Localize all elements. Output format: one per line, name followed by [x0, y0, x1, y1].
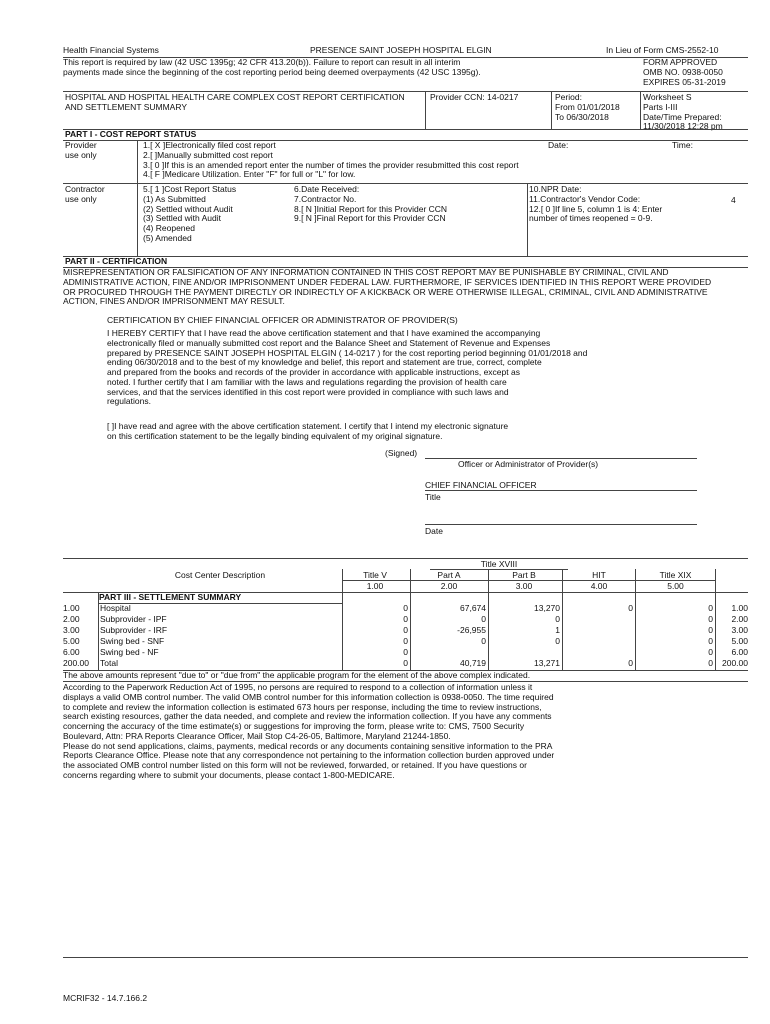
cell-part-a: 67,674 — [460, 603, 486, 613]
cell-title-v: 0 — [403, 614, 408, 624]
paperwork-reduction-notice: According to the Paperwork Reduction Act of 1995, no persons are required to respond to a collection of information unless it displays a valid OMB control number. The valid OMB control number for this information collection is 0938-0050. The time required to complete and review the information collection is estimated 673 hours per response, including the time to review instructions, search existing resources, gather the data needed, and complete and review the information collection. If you have any comments concerning the accuracy of the time estimate(s) or suggestions for improving the form, please write to: CMS, 7500 Security Boulevard, Attn: PRA Reports Clearance Officer, Mail Stop C4-26-05, Baltimore, Maryland 21244-1850. Please do not send applications, claims, payments, medical records or any documents containing sensitive information to the PRA Reports Clearance Office. Please note that any correspondence not pertaining to the information collection burden approved under the associated OMB control number listed on this form will not be reviewed, forwarded, or retained. If you have questions or concerns regarding where to submit your documents, please contact 1-800-MEDICARE. — [63, 682, 555, 780]
cell-part-a: 0 — [481, 614, 486, 624]
table-top-border — [63, 558, 748, 559]
cell-part-b: 13,270 — [534, 603, 560, 613]
line-number-right: 3.00 — [731, 625, 748, 635]
divider — [137, 183, 138, 256]
intro-text: This report is required by law (42 USC 1395g; 42 CFR 413.20(b)). Failure to report can result in all interim payments made since the beginning of the cost reporting period being deemed overpayments (42 USC 1395g). — [63, 57, 481, 77]
part1-heading: PART I - COST REPORT STATUS — [65, 129, 197, 139]
line-number-right: 200.00 — [722, 658, 748, 668]
cell-hit: 0 — [628, 658, 633, 668]
divider — [137, 140, 138, 183]
form-number: In Lieu of Form CMS-2552-10 — [606, 45, 719, 55]
provider-use-only-label: Provider use only — [65, 140, 97, 160]
line-number: 200.00 — [63, 658, 89, 668]
divider — [98, 592, 99, 670]
provider-name: PRESENCE SAINT JOSEPH HOSPITAL ELGIN — [310, 45, 492, 55]
cell-title-xix: 0 — [708, 647, 713, 657]
cell-title-xix: 0 — [708, 603, 713, 613]
cell-title-xix: 0 — [708, 614, 713, 624]
cost-center-header: Cost Center Description — [174, 570, 266, 580]
cell-part-a: -26,955 — [457, 625, 486, 635]
cell-hit: 0 — [628, 603, 633, 613]
cell-part-a: 40,719 — [460, 658, 486, 668]
footer-divider — [63, 957, 748, 958]
col-header-part-b: Part B — [512, 570, 536, 580]
col-num: 2.00 — [440, 581, 458, 591]
col-num: 5.00 — [667, 581, 684, 591]
certification-heading: CERTIFICATION BY CHIEF FINANCIAL OFFICER OR ADMINISTRATOR OF PROVIDER(S) — [107, 315, 458, 325]
cell-part-a: 0 — [481, 636, 486, 646]
part3-heading: PART III - SETTLEMENT SUMMARY — [99, 592, 242, 602]
line-number-right: 5.00 — [731, 636, 748, 646]
cost-center: Hospital — [100, 603, 131, 613]
col-num: 1.00 — [366, 581, 384, 591]
period: Period: From 01/01/2018 To 06/30/2018 — [555, 92, 620, 122]
title-line — [425, 490, 697, 491]
cost-report-status: 5.[ 1 ]Cost Report Status (1) As Submitted (2) Settled without Audit (3) Settled with Audit (4) Reopened (5) Amended — [143, 184, 237, 243]
cell-title-v: 0 — [403, 658, 408, 668]
electronic-signature-agreement[interactable]: [ ]I have read and agree with the above certification statement. I certify that I intend my electronic signature on this certification statement to be the legally binding equivalent of my original signature. — [107, 421, 509, 441]
table-footnote: The above amounts represent "due to" or "due from" the applicable program for the element of the above complex indicated. — [63, 670, 531, 680]
cell-part-b: 1 — [555, 625, 560, 635]
npr-fields: 10.NPR Date: 11.Contractor's Vendor Code: 12.[ 0 ]If line 5, column 1 is 4: Enter number of times reopened = 0-9. — [529, 184, 663, 224]
cell-part-b: 0 — [555, 636, 560, 646]
line-number: 1.00 — [63, 603, 80, 613]
form-approved-box: FORM APPROVED OMB NO. 0938-0050 EXPIRES 05-31-2019 — [643, 57, 726, 87]
misrepresentation-warning: MISREPRESENTATION OR FALSIFICATION OF ANY INFORMATION CONTAINED IN THIS COST REPORT MAY BE PUNISHABLE BY CRIMINAL, CIVIL AND ADMINISTRATIVE ACTION, FINE AND/OR IMPRISONMENT UNDER FEDERAL LAW. FURTHERMORE, IF SERVICES IDENTIFIED IN THIS REPORT WERE PROVIDED OR PROCURED THROUGH THE PAYMENT DIRECTLY OR INDIRECTLY OF A KICKBACK OR WERE OTHERWISE ILLEGAL, CRIMINAL, CIVIL AND ADMINISTRATIVE ACTION, FINES AND/OR IMPRISONMENT MAY RESULT. — [63, 267, 712, 307]
col-num: 3.00 — [515, 581, 533, 591]
cell-part-b: 13,271 — [534, 658, 560, 668]
line-number-right: 2.00 — [731, 614, 748, 624]
title-label: Title — [425, 492, 441, 502]
divider — [551, 91, 552, 129]
cost-center: Swing bed - NF — [100, 647, 159, 657]
divider — [640, 91, 641, 129]
cell-part-b: 0 — [555, 614, 560, 624]
line-number-right: 6.00 — [731, 647, 748, 657]
cell-title-xix: 0 — [708, 625, 713, 635]
cost-center: Swing bed - SNF — [100, 636, 165, 646]
divider — [527, 183, 528, 256]
footer-version: MCRIF32 - 14.7.166.2 — [63, 993, 148, 1003]
divider — [98, 603, 342, 604]
divider — [425, 91, 426, 129]
provider-ccn: Provider CCN: 14-0217 — [430, 92, 519, 102]
date-line[interactable] — [425, 524, 697, 525]
cost-center: Subprovider - IRF — [100, 625, 168, 635]
worksheet-info: Worksheet S Parts I-III Date/Time Prepared: 11/30/2018 12:28 pm — [643, 92, 723, 132]
report-title: HOSPITAL AND HOSPITAL HEALTH CARE COMPLEX COST REPORT CERTIFICATION AND SETTLEMENT SUMMARY — [65, 92, 405, 112]
col-header-part-a: Part A — [437, 570, 461, 580]
cell-title-v: 0 — [403, 603, 408, 613]
line-number: 6.00 — [63, 647, 80, 657]
contractor-use-only-label: Contractor use only — [65, 184, 105, 204]
part2-heading: PART II - CERTIFICATION — [65, 256, 168, 266]
line-number: 5.00 — [63, 636, 80, 646]
cell-title-v: 0 — [403, 625, 408, 635]
col-header-title-v: Title V — [363, 570, 387, 580]
cell-title-v: 0 — [403, 647, 408, 657]
divider — [562, 569, 563, 670]
certification-statement: I HEREBY CERTIFY that I have read the above certification statement and that I have examined the accompanying electronically filed or manually submitted cost report and the Balance Sheet and Statement of Revenue and Expenses prepared by PRESENCE SAINT JOSEPH HOSPITAL ELGIN ( 14-0217 ) for the cost reporting period beginning 01/01/2018 and ending 06/30/2018 and to the best of my knowledge and belief, this report and statement are true, correct, complete and prepared from the books and records of the provider in accordance with applicable instructions, except as noted. I further certify that I am familiar with the laws and regulations regarding the provision of health care services, and that the services identified in this cost report were provided in compliance with such laws and regulations. — [107, 328, 588, 407]
cell-title-v: 0 — [403, 636, 408, 646]
title-xviii-header: Title XVIII — [480, 559, 518, 569]
signed-label: (Signed) — [385, 448, 418, 458]
time-label: Time: — [672, 140, 693, 150]
cost-center: Subprovider - IPF — [100, 614, 167, 624]
cell-title-xix: 0 — [708, 658, 713, 668]
date-label: Date: — [548, 140, 569, 150]
officer-title: CHIEF FINANCIAL OFFICER — [425, 480, 537, 490]
line-number: 2.00 — [63, 614, 80, 624]
contractor-fields: 6.Date Received: 7.Contractor No. 8.[ N ]Initial Report for this Provider CCN 9.[ N ]Final Report for this Provider CCN — [294, 184, 448, 224]
provider-status-items: 1.[ X ]Electronically filed cost report 2.[ ]Manually submitted cost report 3.[ 0 ]If this is an amended report enter the number of times the provider resubmitted this cost report 4.[ F ]Medicare Utilization. Enter "F" for full or "L" for low. — [143, 140, 519, 180]
date-field-label: Date — [425, 526, 443, 536]
vendor-code: 4 — [731, 195, 736, 205]
col-header-title-xix: Title XIX — [659, 570, 692, 580]
cost-center: Total — [100, 658, 118, 668]
cell-title-xix: 0 — [708, 636, 713, 646]
line-number: 3.00 — [63, 625, 80, 635]
col-num: 4.00 — [590, 581, 608, 591]
officer-label: Officer or Administrator of Provider(s) — [458, 459, 599, 469]
line-number-right: 1.00 — [731, 603, 748, 613]
col-header-hit: HIT — [592, 570, 606, 580]
system-name: Health Financial Systems — [63, 45, 159, 55]
